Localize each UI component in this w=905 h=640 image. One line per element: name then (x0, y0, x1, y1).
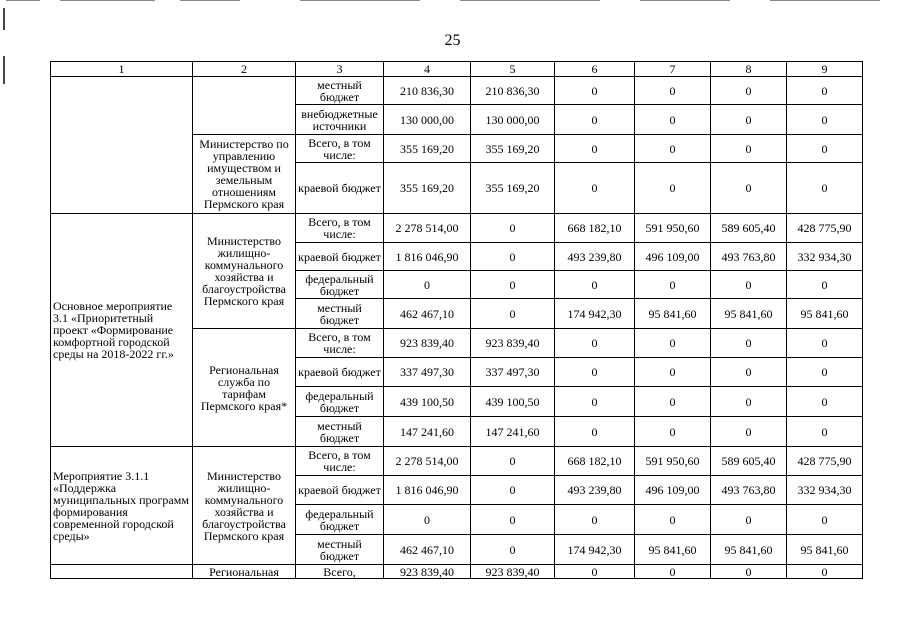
amount-col5: 0 (471, 535, 555, 565)
amount-total: 2 278 514,00 (384, 447, 471, 476)
amount-col7: 0 (635, 358, 711, 387)
column-number: 5 (471, 62, 555, 77)
funding-source: местный бюджет (296, 535, 384, 565)
executor-cell: Министерство жилищно-коммунального хозяйства и благоустройства Пермского края (193, 214, 296, 329)
amount-col7: 0 (635, 105, 711, 135)
amount-col8: 493 763,80 (711, 243, 787, 271)
amount-col6: 0 (555, 417, 635, 447)
amount-col9: 0 (787, 77, 863, 105)
amount-col8: 493 763,80 (711, 476, 787, 505)
amount-col6: 0 (555, 387, 635, 417)
amount-col5: 355 169,20 (471, 163, 555, 214)
amount-col9: 0 (787, 329, 863, 358)
amount-col8: 0 (711, 417, 787, 447)
executor-cell: Региональная служба по тарифам Пермского края* (193, 329, 296, 447)
funding-source: местный бюджет (296, 77, 384, 105)
amount-col6: 493 239,80 (555, 243, 635, 271)
column-number: 7 (635, 62, 711, 77)
amount-col7: 496 109,00 (635, 243, 711, 271)
amount-col8: 0 (711, 358, 787, 387)
funding-source: федеральный бюджет (296, 505, 384, 535)
funding-source: краевой бюджет (296, 163, 384, 214)
funding-source: местный бюджет (296, 299, 384, 329)
funding-source: Всего, в том числе: (296, 329, 384, 358)
amount-col8: 95 841,60 (711, 299, 787, 329)
column-number: 1 (51, 62, 193, 77)
funding-source: Всего, в том числе: (296, 135, 384, 163)
amount-col8: 0 (711, 505, 787, 535)
measure-cell: Мероприятие 3.1.1 «Поддержка муниципальных программ формирования современной городской среды» (51, 447, 193, 565)
amount-col9: 95 841,60 (787, 535, 863, 565)
amount-col7: 0 (635, 135, 711, 163)
amount-col5: 0 (471, 505, 555, 535)
amount-col7: 591 950,60 (635, 214, 711, 243)
amount-col6: 0 (555, 565, 635, 579)
amount-col8: 95 841,60 (711, 535, 787, 565)
amount-col9: 0 (787, 358, 863, 387)
funding-source: внебюджетные источники (296, 105, 384, 135)
amount-col9: 0 (787, 505, 863, 535)
amount-col5: 147 241,60 (471, 417, 555, 447)
table-row (51, 447, 863, 476)
amount-col5: 210 836,30 (471, 77, 555, 105)
amount-col5: 0 (471, 271, 555, 299)
amount-total: 439 100,50 (384, 387, 471, 417)
amount-total: 130 000,00 (384, 105, 471, 135)
amount-total: 337 497,30 (384, 358, 471, 387)
amount-col8: 589 605,40 (711, 447, 787, 476)
executor-cell: Министерство по управлению имуществом и земельным отношениям Пермского края (193, 135, 296, 214)
column-number: 9 (787, 62, 863, 77)
amount-col6: 174 942,30 (555, 535, 635, 565)
amount-col5: 0 (471, 214, 555, 243)
amount-col8: 0 (711, 387, 787, 417)
column-number: 6 (555, 62, 635, 77)
amount-col5: 439 100,50 (471, 387, 555, 417)
amount-col8: 0 (711, 271, 787, 299)
amount-col5: 130 000,00 (471, 105, 555, 135)
amount-total: 0 (384, 505, 471, 535)
amount-col6: 174 942,30 (555, 299, 635, 329)
amount-col5: 0 (471, 476, 555, 505)
amount-col7: 0 (635, 77, 711, 105)
amount-total: 923 839,40 (384, 565, 471, 579)
amount-col5: 923 839,40 (471, 329, 555, 358)
executor-cell: Региональная (193, 565, 296, 579)
amount-col6: 668 182,10 (555, 447, 635, 476)
amount-col6: 0 (555, 105, 635, 135)
empty-measure-cell (51, 77, 193, 214)
amount-total: 2 278 514,00 (384, 214, 471, 243)
amount-col9: 0 (787, 271, 863, 299)
amount-total: 355 169,20 (384, 163, 471, 214)
amount-col9: 0 (787, 565, 863, 579)
amount-total: 147 241,60 (384, 417, 471, 447)
amount-col6: 0 (555, 135, 635, 163)
scan-top-edge (0, 0, 905, 3)
amount-col9: 0 (787, 105, 863, 135)
empty-executor-cell (193, 77, 296, 135)
amount-total: 1 816 046,90 (384, 243, 471, 271)
scan-left-mark (3, 56, 5, 84)
amount-col7: 95 841,60 (635, 299, 711, 329)
amount-col8: 0 (711, 163, 787, 214)
amount-col8: 0 (711, 77, 787, 105)
measure-cell: Основное мероприятие 3.1 «Приоритетный проект «Формирование комфортной городской среды на 2018-2022 гг.» (51, 214, 193, 447)
amount-col5: 337 497,30 (471, 358, 555, 387)
amount-col7: 0 (635, 387, 711, 417)
amount-col6: 668 182,10 (555, 214, 635, 243)
amount-col6: 0 (555, 358, 635, 387)
column-number: 3 (296, 62, 384, 77)
funding-source: Всего, (296, 565, 384, 579)
amount-col7: 496 109,00 (635, 476, 711, 505)
amount-col9: 0 (787, 387, 863, 417)
amount-col9: 428 775,90 (787, 447, 863, 476)
amount-col9: 95 841,60 (787, 299, 863, 329)
amount-col8: 0 (711, 135, 787, 163)
measure-cell (51, 565, 193, 579)
amount-col7: 0 (635, 417, 711, 447)
amount-col6: 0 (555, 329, 635, 358)
amount-col8: 0 (711, 329, 787, 358)
scan-left-mark (3, 8, 5, 30)
amount-col9: 0 (787, 163, 863, 214)
amount-col6: 0 (555, 163, 635, 214)
funding-source: Всего, в том числе: (296, 214, 384, 243)
amount-col9: 0 (787, 417, 863, 447)
page-number: 25 (444, 32, 461, 49)
amount-col7: 591 950,60 (635, 447, 711, 476)
table-row (51, 214, 863, 243)
amount-col5: 0 (471, 299, 555, 329)
column-number: 8 (711, 62, 787, 77)
funding-source: федеральный бюджет (296, 271, 384, 299)
amount-col6: 0 (555, 505, 635, 535)
funding-source: краевой бюджет (296, 243, 384, 271)
column-number-row (51, 62, 863, 77)
amount-total: 355 169,20 (384, 135, 471, 163)
amount-col5: 0 (471, 243, 555, 271)
table-row (51, 77, 863, 105)
column-number: 4 (384, 62, 471, 77)
amount-col5: 923 839,40 (471, 565, 555, 579)
amount-col9: 332 934,30 (787, 476, 863, 505)
amount-col7: 0 (635, 163, 711, 214)
amount-col9: 0 (787, 135, 863, 163)
funding-source: краевой бюджет (296, 476, 384, 505)
amount-total: 462 467,10 (384, 299, 471, 329)
amount-total: 923 839,40 (384, 329, 471, 358)
column-number: 2 (193, 62, 296, 77)
amount-col7: 0 (635, 329, 711, 358)
amount-col7: 0 (635, 271, 711, 299)
amount-col6: 493 239,80 (555, 476, 635, 505)
amount-total: 0 (384, 271, 471, 299)
amount-col7: 0 (635, 505, 711, 535)
amount-col8: 0 (711, 565, 787, 579)
amount-col8: 0 (711, 105, 787, 135)
amount-col7: 95 841,60 (635, 535, 711, 565)
amount-col5: 0 (471, 447, 555, 476)
amount-total: 1 816 046,90 (384, 476, 471, 505)
funding-source: Всего, в том числе: (296, 447, 384, 476)
amount-col8: 589 605,40 (711, 214, 787, 243)
amount-col6: 0 (555, 271, 635, 299)
funding-source: федеральный бюджет (296, 387, 384, 417)
amount-col9: 428 775,90 (787, 214, 863, 243)
amount-total: 462 467,10 (384, 535, 471, 565)
funding-source: местный бюджет (296, 417, 384, 447)
amount-total: 210 836,30 (384, 77, 471, 105)
amount-col5: 355 169,20 (471, 135, 555, 163)
amount-col7: 0 (635, 565, 711, 579)
amount-col9: 332 934,30 (787, 243, 863, 271)
budget-table (50, 61, 863, 579)
amount-col6: 0 (555, 77, 635, 105)
table-row (51, 565, 863, 579)
executor-cell: Министерство жилищно-коммунального хозяйства и благоустройства Пермского края (193, 447, 296, 565)
funding-source: краевой бюджет (296, 358, 384, 387)
